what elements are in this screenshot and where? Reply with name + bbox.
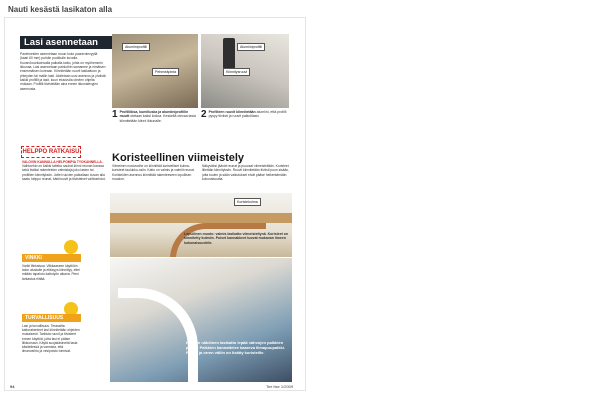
caption-text: otetaan kaksi kokoa. Keskellä olevaa lasia kiinnitetään kiinni ikkunalle. [119, 114, 196, 123]
caption-bold: Profiilikisa, kumiliuska ja alumiiniprofiilin muutt [119, 110, 189, 119]
drill-shape [223, 38, 235, 72]
photo-caption-1 [112, 110, 198, 136]
sidebar-safety-head: TURVALLISUUS [22, 314, 81, 322]
sidebar-tip-head: VINKKI [22, 254, 81, 262]
photo-caption-2 [201, 110, 289, 136]
caption-number: 2 [201, 110, 207, 120]
tip-body [22, 160, 106, 226]
caption-number: 1 [112, 110, 118, 120]
main-text-col1: Viimeinen nostovaihe on kiinnittää koristelliset kulma-koristeet taulukko-osiin. Katto on valmis ja valmiit reunat. Koristeiden asennus kiinnittää rakenteeseen lopullisen muodon. [112, 164, 195, 182]
photo-annotation: Koristekulma [234, 198, 261, 206]
photo-caption-mid: Lopullinen muoto: valmis lasikatto viimeisteltynä. Koristeet on kiinnitetty kulmiin. Puiset kannakkeet tuovat mukavan ilmeen kokonaisuudelle. [184, 232, 289, 245]
photo-label: Alumiiniprofiili [122, 43, 150, 51]
page-number: 94 [10, 384, 15, 389]
sidebar-safety-text: Lasi ja turvallisuus. Terassilta kattorakenteet lasi kiinnitetään ohjeiden mukaisesti. Tarkista ruuvit ja tiivisteet ennen käyttöä, jotta lasi ei pääse liikkumaan. Käytä suojakäsineitä lasia käsitellessä ja varmista, että ilmanvaihto ja vesipoisto toimivat. [22, 324, 80, 354]
photo-screw-install [201, 34, 289, 108]
caption-text: alumiini, että profiili pysyy tiiviisti ja ruuvit paikoillaan. [208, 110, 287, 119]
photo-caption-bottom: Kevyen näköinen lasikatto lepää vahvojen palkkien päällä. Palkkien kannattelee kaareva liimapuupalkki. Palkin ja orren väliin on lisätty koristeille. [186, 340, 285, 355]
beam-shape [110, 213, 292, 223]
footer-issue: Tee itse 1/2009 [266, 384, 294, 389]
photo-label: Kiinnitysruuvi [223, 68, 250, 76]
tip-heading: VALOVIN KANNULLA HELPOMPIA TYÖKANNELLA. [22, 160, 103, 164]
lightbulb-icon [64, 240, 78, 254]
photo-glass-roof [110, 258, 292, 382]
left-column-text: Pavelmeiden asennetaan muun koko paarerolevyyllä (kaari 60 mm) puhdin puolikulle kuvalla. Kuvan/koonkainvalla paikalla katto, johta on myöhemmin ikkunaa. Lasi asennetaan pahkoihin samamee ja nimäisen ensimmäisen koreaan. Kiinnitetään ruuvit lasikattoon ja yhteyden tai mallin lasit. Aloitetaan uusi asennus ja yhdistä kaikki profiilit ja lasit, kuun etusivulla olevien ohjeita mukaan. Profiilit tiivistetään aina ennen ikkunalevyjen asennusta. [20, 52, 106, 91]
tip-title: HELPPO RATKAISU [21, 146, 81, 158]
sidebar-tip-text: Varikl lfiekaisua. Vilkkaaseen käyttöön talon alustalle ja etäisyys kiinnittyy, ettei mitään tapahdu kattotyön aikana. Pieni tarkastus riittää. [22, 264, 80, 281]
tip-text: Vaihtoehto on kaikki taiteka nauhat kiinni reunan kanssa sekä lisäksi rakenteiden valmistaja joko lasien tai profiilien kiinnityksiin. Jottei ruuvien paikallaan kuvan alla saatu helppo reunat, kärkiruuvit ja tiivisteiset vaihtoehdot. [22, 164, 106, 181]
photo-profile-install [112, 34, 198, 108]
caption-bold: Profiileen ruuvit kiinnitetään [208, 110, 256, 114]
running-head: Nauti kesästä lasikaton alla [8, 5, 113, 14]
main-text-col2: Näkyväksi jäävät reunat ja puuosat viimeistellään. Koristeet liitetään kiinnityksiin. Ruuvit kiinnitetään tiiviisti puun sisään, jotta tuulen ja sään vaikutukset eivät pääse heikentämään kokonaisuutta. [202, 164, 290, 182]
photo-label: Alumiiniprofiili [237, 43, 265, 51]
section-title: Lasi asennetaan [20, 36, 120, 49]
photo-label: Pehmeäpinta [152, 68, 179, 76]
main-title: Koristeellinen viimeistely [112, 152, 245, 164]
